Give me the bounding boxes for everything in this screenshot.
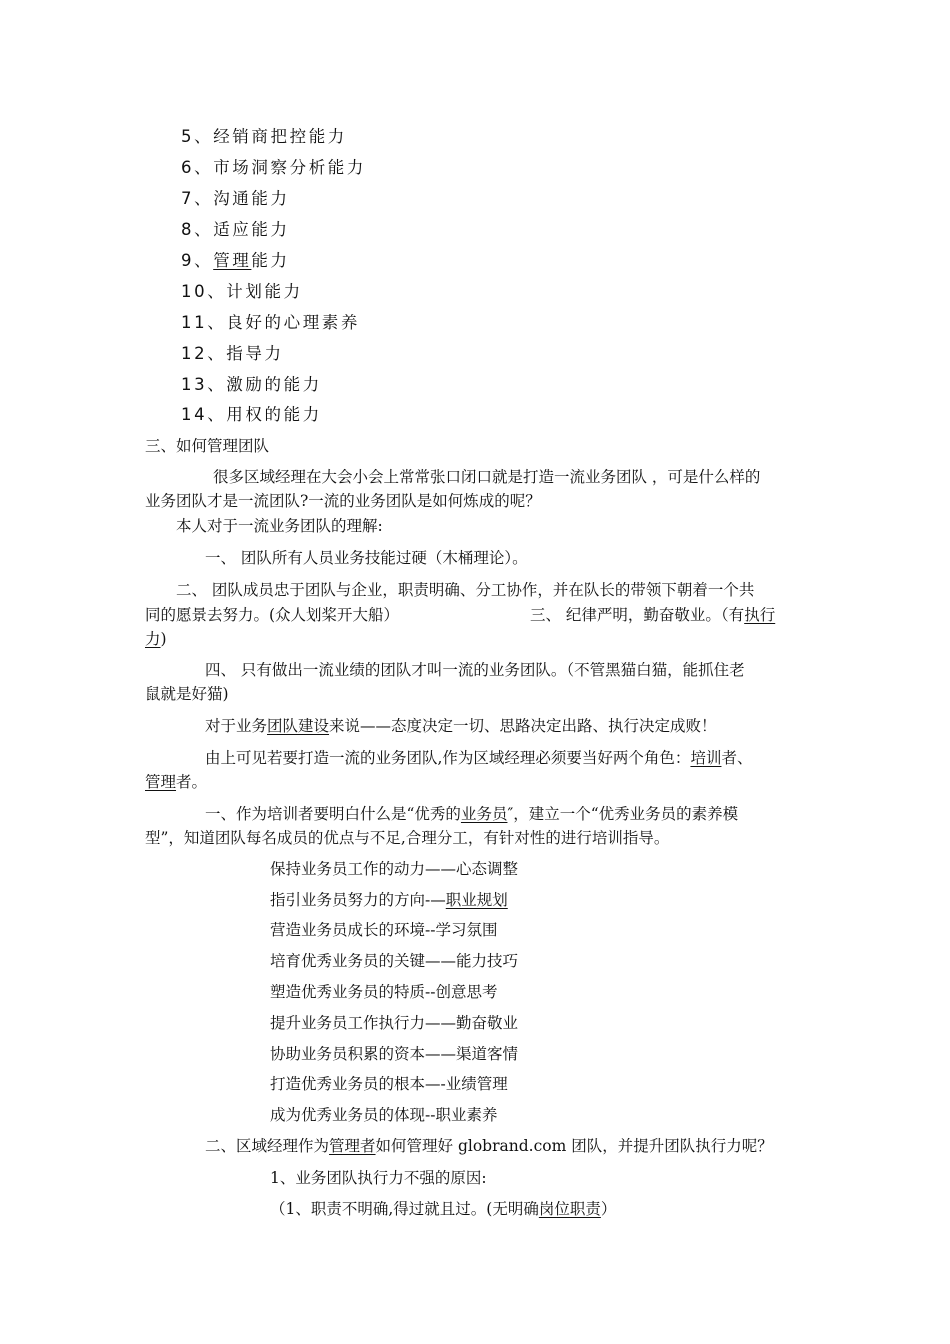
paragraph-line: 业务团队才是一流团队?一流的业务团队是如何炼成的呢？: [145, 492, 541, 510]
list-item: [270, 951, 518, 971]
paragraph-line: 本人对于一流业务团队的理解:: [176, 517, 383, 535]
manager-line: [205, 1136, 773, 1156]
list-item: [181, 220, 290, 240]
paragraph-line: 很多区域经理在大会小会上常常张口闭口就是打造一流业务团队 ，可是什么样的: [213, 468, 761, 486]
point-three-close: ): [160, 630, 167, 648]
link-management[interactable]: 管理: [213, 251, 252, 270]
list-item: [181, 282, 303, 302]
list-item-text: 协助业务员积累的资本——渠道客情: [270, 1045, 519, 1063]
list-item-text: 培育优秀业务员的关键——能力技巧: [270, 952, 519, 970]
reasons-heading: 1、业务团队执行力不强的原因:: [270, 1169, 487, 1187]
reason-one: [270, 1199, 616, 1219]
list-item-text: 6、市场洞察分析能力: [181, 158, 366, 177]
link-execution-cont[interactable]: 力: [145, 630, 161, 648]
reason-one-close: ）: [600, 1200, 617, 1218]
list-item-text: 能力: [251, 251, 290, 270]
link-manager[interactable]: 管理: [145, 773, 177, 791]
list-item-text: 塑造优秀业务员的特质--创意思考: [270, 983, 498, 1001]
roles-line2: [145, 772, 207, 792]
list-item-text: 7、沟通能力: [181, 189, 290, 208]
list-item: [270, 1074, 508, 1094]
trainer-line1: [205, 804, 738, 824]
list-item-text: 10、计划能力: [181, 282, 303, 301]
list-item: [181, 375, 322, 395]
list-item-text: 9、: [181, 251, 214, 270]
team-building-post: 来说——态度决定一切、思路决定出路、执行决定成败！: [329, 717, 717, 735]
point-one: 一、 团队所有人员业务技能过硬（木桶理论）。: [205, 549, 528, 567]
list-item: [270, 982, 497, 1002]
list-item: [270, 1013, 518, 1033]
manager-pre: 二、区域经理作为: [205, 1137, 330, 1155]
link-job-duties[interactable]: 岗位职责: [538, 1200, 601, 1218]
list-item-text: 12、指导力: [181, 344, 284, 363]
list-item: [181, 189, 290, 209]
link-career-planning[interactable]: 职业规划: [445, 891, 508, 909]
list-item: [270, 859, 518, 879]
point-four-line2: 鼠就是好猫): [145, 685, 229, 703]
list-item-text: 营造业务员成长的环境--学习氛围: [270, 921, 498, 939]
list-item-text: 保持业务员工作的动力——心态调整: [270, 860, 519, 878]
roles-line2-post: 者。: [176, 773, 208, 791]
list-item: [270, 1105, 497, 1125]
point-four-line1: 四、 只有做出一流业绩的团队才叫一流的业务团队。（不管黑猫白猫，能抓住老: [205, 661, 745, 679]
roles-text: 由上可见若要打造一流的业务团队,作为区域经理必须要当好两个角色：: [205, 749, 691, 767]
list-item-text: 14、用权的能力: [181, 405, 322, 424]
point-three-cont: [145, 629, 167, 649]
team-building-line: [205, 716, 717, 736]
list-item-text: 5、经销商把控能力: [181, 127, 347, 146]
list-item: [181, 313, 360, 333]
list-item-text: 11、良好的心理素养: [181, 313, 360, 332]
trainer-text: 一、作为培训者要明白什么是“优秀的: [205, 805, 461, 823]
link-training[interactable]: 培训: [690, 749, 722, 767]
list-item: [181, 251, 290, 271]
list-item-text: 成为优秀业务员的体现--职业素养: [270, 1106, 498, 1124]
list-item: [270, 890, 508, 910]
list-item: [181, 405, 322, 425]
roles-line1: [205, 748, 752, 768]
list-item: [181, 344, 284, 364]
list-item: [270, 920, 497, 940]
section-heading: 三、如何管理团队: [145, 437, 270, 455]
point-three: [530, 605, 775, 625]
point-three-text: 三、 纪律严明，勤奋敬业。（有: [530, 606, 745, 624]
link-manager-role[interactable]: 管理者: [329, 1137, 376, 1155]
list-item-text: 8、适应能力: [181, 220, 290, 239]
link-salesperson[interactable]: 业务员: [460, 805, 508, 823]
trainer-text-post: ″，建立一个“优秀业务员的素养模: [507, 805, 739, 823]
link-execution[interactable]: 执行: [744, 606, 776, 624]
team-building-pre: 对于业务: [205, 717, 268, 735]
list-item: [270, 1044, 518, 1064]
list-item-text: 13、激励的能力: [181, 375, 322, 394]
list-item: [181, 127, 347, 147]
point-two-line1: 二、 团队成员忠于团队与企业，职责明确、分工协作，并在队长的带领下朝着一个共: [176, 581, 755, 599]
reason-one-text: （1、职责不明确,得过就且过。(无明确: [270, 1200, 539, 1218]
point-two-line2: 同的愿景去努力。(众人划桨开大船）: [145, 606, 400, 624]
manager-post: 如何管理好 globrand.com 团队，并提升团队执行力呢？: [375, 1137, 773, 1155]
list-item-text: 打造优秀业务员的根本—-业绩管理: [270, 1075, 508, 1093]
list-item-text: 提升业务员工作执行力——勤奋敬业: [270, 1014, 519, 1032]
list-item: [181, 158, 366, 178]
list-item-text: 指引业务员努力的方向-—: [270, 891, 446, 909]
trainer-line2: 型”，知道团队每名成员的优点与不足,合理分工，有针对性的进行培训指导。: [145, 829, 670, 847]
link-team-building[interactable]: 团队建设: [267, 717, 330, 735]
roles-text-post: 者、: [721, 749, 753, 767]
